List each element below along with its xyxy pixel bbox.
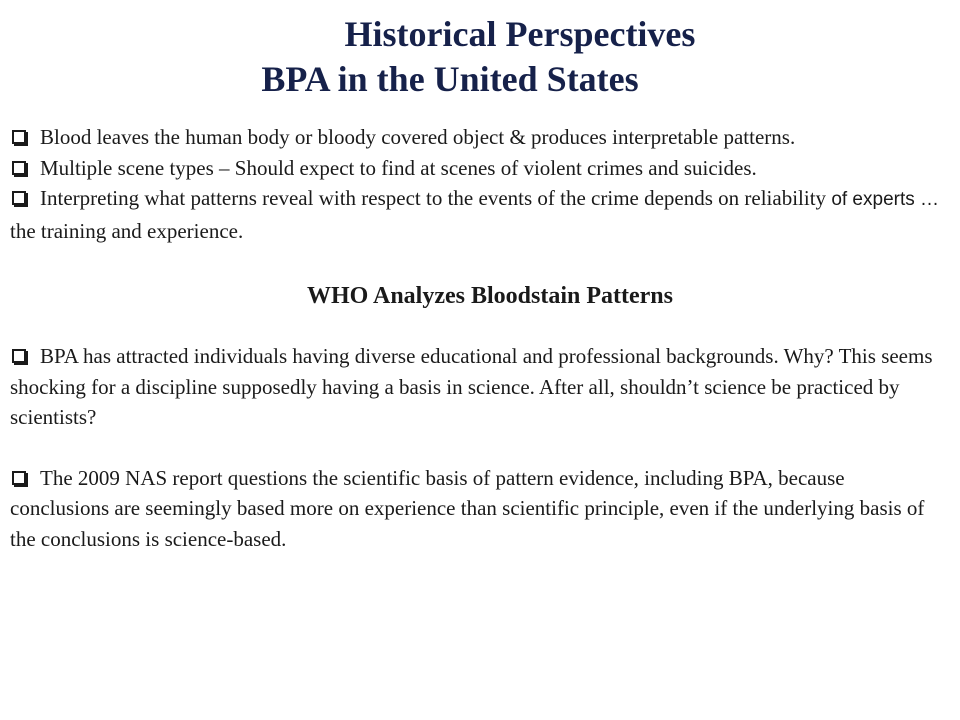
bullet-text: Blood leaves the human body or bloody covered object & produces interpretable patterns. bbox=[40, 125, 796, 149]
bullet-text: BPA has attracted individuals having diverse educational and professional backgrounds. Why? This seems shocking for a discipline supposedly having a basis in science. After all, shouldn’t science be practiced by scientists? bbox=[10, 344, 933, 429]
bullet-text-sans: of experts … bbox=[831, 189, 940, 210]
hollow-square-bullet-icon bbox=[12, 130, 26, 144]
spacer bbox=[10, 311, 940, 341]
bullet-paragraph bbox=[10, 183, 940, 246]
title-line-2: BPA in the United States bbox=[261, 59, 639, 99]
bullet-paragraph bbox=[10, 463, 940, 555]
hollow-square-bullet-icon bbox=[12, 191, 26, 205]
title-line-1: Historical Perspectives bbox=[344, 14, 696, 54]
bullet-text: The 2009 NAS report questions the scientific basis of pattern evidence, including BPA, because conclusions are seemingly based more on experience than scientific principle, even if the underlying basis of the conclusions is science-based. bbox=[10, 465, 925, 551]
hollow-square-bullet-icon bbox=[12, 349, 26, 363]
hollow-square-bullet-icon bbox=[12, 161, 26, 175]
bullet-paragraph bbox=[10, 341, 940, 433]
bullet-text: the training and experience. bbox=[10, 218, 244, 243]
slide-title bbox=[0, 12, 960, 102]
slide-body bbox=[10, 122, 940, 554]
bullet-paragraph bbox=[10, 153, 940, 184]
bullet-paragraph bbox=[10, 122, 940, 153]
section-heading: WHO Analyzes Bloodstain Patterns bbox=[306, 283, 673, 309]
bullet-text: Interpreting what patterns reveal with respect to the events of the crime depends on reliability bbox=[40, 186, 832, 210]
spacer bbox=[10, 433, 940, 463]
bullet-text: Multiple scene types – Should expect to find at scenes of violent crimes and suicides. bbox=[40, 155, 757, 180]
hollow-square-bullet-icon bbox=[12, 471, 26, 485]
